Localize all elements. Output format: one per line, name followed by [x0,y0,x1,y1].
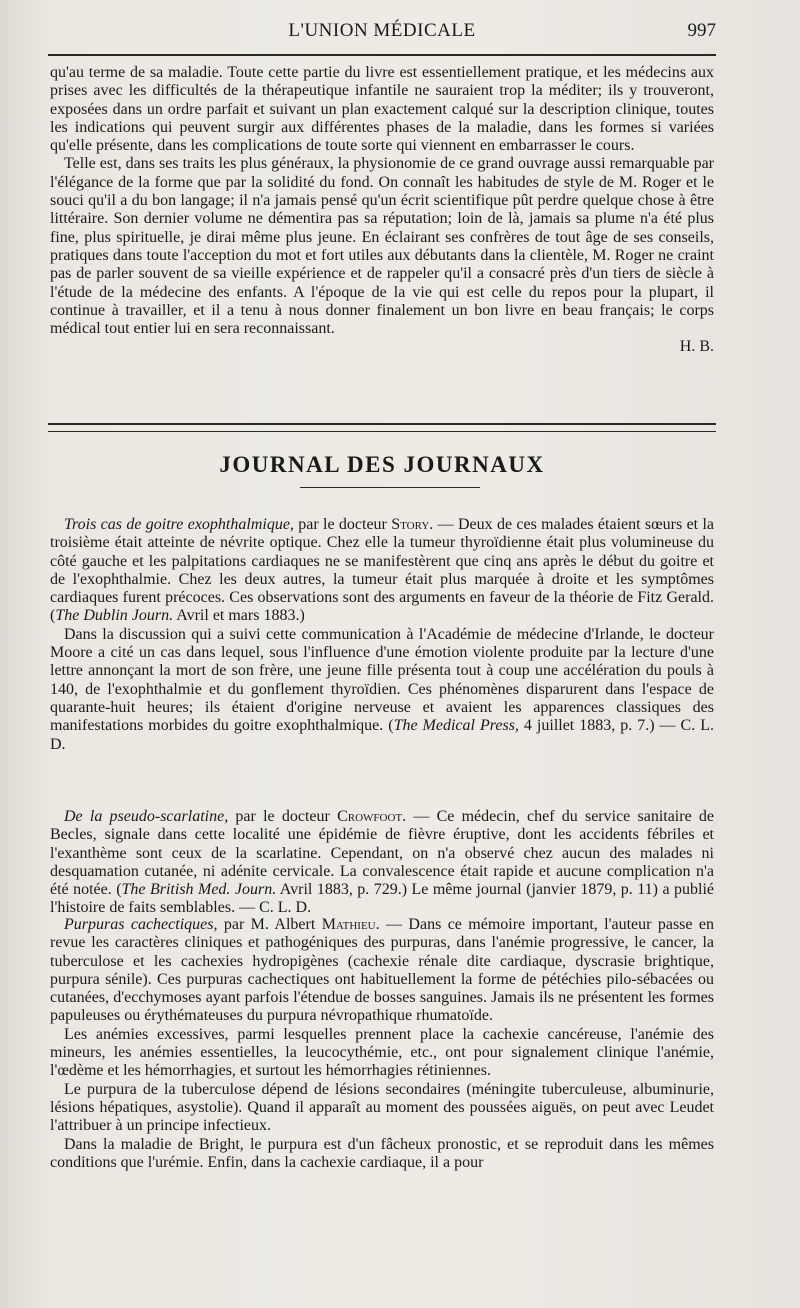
article-paragraph: Dans la maladie de Bright, le purpura est d'un fâcheux pronostic, et se reproduit dans les mêmes conditions que l'urémie. Enfin, dans la cachexie cardiaque, il a pour [50,1135,714,1171]
author: Crowfoot. [337,808,407,825]
article-text: Dans la discussion qui a suivi cette communication à l'Académie de médecine d'Irlande, le docteur Moore a cité un cas dans lequel, sous l'influence d'une émotion violente produite par la lecture d'une lettre annonçant la mort de son frère, une jeune fille présenta tout à coup une accélération du pouls à 140, de l'exophthalmie et du gonflement thyroïdien. Ces phénomènes disparurent dans l'espace de quarante-huit heures; ils étaient d'origine nerveuse et avaient les apparences classiques des manifestations morbides du goitre exophthalmique. ( [50,625,714,735]
article-paragraph: Les anémies excessives, parmi lesquelles prennent place la cachexie cancéreuse, l'anémie des mineurs, les anémies essentielles, la leucocythémie, etc., ont pour signalement clinique l'anémie, l'œdème et les hémorrhagies, et surtout les hémorrhagies rétiniennes. [50,1025,714,1080]
article-title: Trois cas de goitre exophthalmique, [64,516,294,533]
citation: The Dublin Journ. [55,607,174,625]
page-header [48,20,716,48]
page-number: 997 [687,20,716,41]
article-paragraph [50,808,714,918]
running-title: L'UNION MÉDICALE [288,20,476,41]
article-text: — Ce médecin, chef du service sanitaire de Becles, signale dans cette localité une épidémie de fièvre éruptive, dont les accidents fébriles et l'exanthème sont ceux de la scarlatine. Cependant, on n'a observé chez aucun des malades ni desquamation cutanée, ni adénite cervicale. La convalescence était rapide et aucune complication n'a été notée. ( [50,808,715,899]
article-purpuras [50,916,714,1172]
article-text: — Dans ce mémoire important, l'auteur passe en revue les caractères cliniques et pathogéniques des purpuras, dans l'anémie progressive, le cancer, la tuberculose et les cachexies hydropigènes (cachexie rénale dite cardiaque, dyscrasie brightique, purpura sénile). Ces purpuras cachectiques ont habituellement la forme de pétéchies pilo-sébacées ou cutanées, d'ecchymoses ayant parfois l'étendue de bosses sanguines. Jamais ils ne présentent les formes papuleuses ou érythémateuses du purpura névropathique rhumatoïde. [50,916,714,1025]
article-paragraph [50,516,714,626]
section-title: JOURNAL DES JOURNAUX [219,452,545,477]
article-scarlatine [50,808,714,918]
citation: The Medical Press, [393,717,519,735]
review-conclusion [50,64,714,357]
article-title: Purpuras cachectiques, [64,916,218,933]
title-underline [300,487,480,488]
signature: H. B. [679,338,714,356]
article-paragraph [50,626,714,754]
paragraph: qu'au terme de sa maladie. Toute cette partie du livre est essentiellement pratique, et les médecins aux prises avec les difficultés de la thérapeutique infantile ne sauraient trop la méditer; ils y trouveront, exposées dans un ordre parfait et suivant un plan exactement calqué sur la description clinique, toutes les indications qui peuvent surgir aux différentes phases de la maladie, dans les formes si variées qu'elle présente, dans les complications de toute sorte qui viennent en embarrasser le cours. [50,64,714,155]
header-rule [48,54,716,56]
citation-date: 4 juillet 1883, p. 7.) — C. L. D. [50,717,714,753]
citation-date: Avril et mars 1883.) [173,607,305,625]
author: Mathieu. [321,916,380,933]
paragraph: Telle est, dans ses traits les plus généraux, la physionomie de ce grand ouvrage aussi remarquable par l'élégance de la forme que par la solidité du fond. On connaît les habitudes de style de M. Roger et le souci qu'il a du bon langage; il n'a jamais pensé qu'un écrit scientifique pût perdre quelque chose à être littéraire. Son dernier volume ne démentira pas sa réputation; loin de là, jamais sa plume n'a été plus fine, plus spirituelle, je dirai même plus jeune. En éclairant ses confrères de tout âge de ses conseils, pratiques dans toute l'acception du mot et fort utiles aux débutants dans la clientèle, M. Roger ne craint pas de parler souvent de sa vieille expérience et de rappeler qu'il a consacré près d'un tiers de siècle à l'étude de la médecine des enfants. A l'époque de la vie qui est celle du repos pour la plupart, il continue à travailler, et il a tenu à nous donner finalement un bon livre en beau français; le corps médical tout entier lui en sera reconnaissant. [50,155,714,338]
section-divider [48,423,716,432]
article-paragraph: Le purpura de la tuberculose dépend de lésions secondaires (méningite tuberculeuse, albuminurie, lésions hépatiques, asystolie). Quand il apparaît au moment des poussées aiguës, on peut avec Leudet l'attribuer à un principe infectieux. [50,1080,714,1135]
author: Story. [391,516,434,533]
article-title: De la pseudo-scarlatine, [64,808,229,825]
article-paragraph [50,916,714,1026]
citation-date: Avril 1883, p. 729.) Le même journal (janvier 1879, p. 11) a publié l'histoire de faits semblables. — C. L. D. [50,881,714,917]
byline: par le docteur [293,516,392,533]
article-goitre [50,516,714,754]
byline: par M. Albert [217,916,322,933]
citation: The British Med. Journ. [121,881,277,899]
byline: par le docteur [228,808,338,825]
article-text: — Deux de ces malades étaient sœurs et la troisième était atteinte de névrite optique. Chez elle la tumeur thyroïdienne était plus volumineuse du côté gauche et les palpitations cardiaques ne se manifestèrent que cinq ans après le début du goitre et de l'exophthalmie. Chez les deux autres, la tumeur était plus marquée à droite et les symptômes cardiaques furent précoces. Ces observations sont des arguments en faveur de la théorie de Fitz Gerald. ( [50,516,714,625]
